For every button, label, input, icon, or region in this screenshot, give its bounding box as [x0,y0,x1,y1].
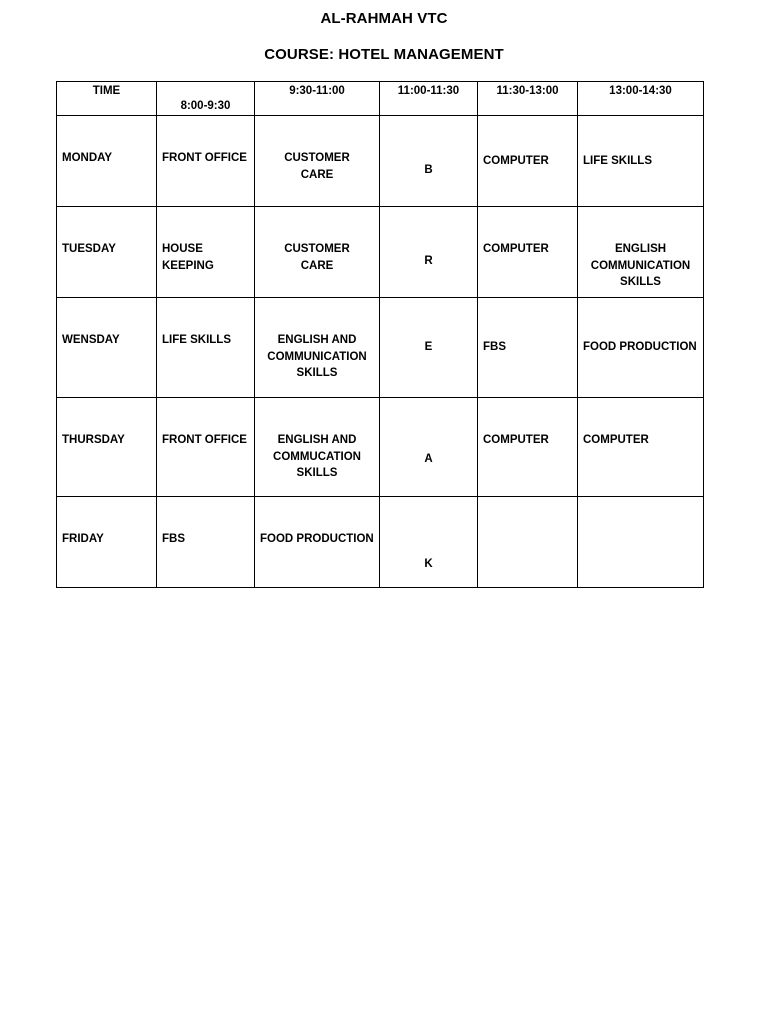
subject-line: CUSTOMER [284,243,350,255]
subject-line: CUSTOMER [284,152,350,164]
subject-cell: COMPUTER [578,398,704,497]
subject-cell [255,398,380,497]
table-row [57,497,704,588]
subject-line: SKILLS [620,276,661,288]
break-letter: K [380,497,478,588]
subject-cell [255,207,380,298]
subject-cell: COMPUTER [478,207,578,298]
subject-cell: FOOD PRODUCTION [255,497,380,588]
subject-line: ENGLISH AND [277,334,357,346]
subject-cell [578,207,704,298]
day-cell: TUESDAY [57,207,157,298]
empty-cell [478,497,578,588]
subject-cell: FBS [157,497,255,588]
subject-cell: LIFE SKILLS [578,116,704,207]
break-letter: E [380,298,478,398]
subject-cell: FRONT OFFICE [157,398,255,497]
subject-line: KEEPING [162,259,214,272]
subject-cell [255,298,380,398]
subject-cell: FOOD PRODUCTION [578,298,704,398]
table-row [57,116,704,207]
subject-cell [157,207,255,298]
header-row [57,82,704,116]
subject-line: HOUSE [162,243,203,255]
empty-cell [578,497,704,588]
course-subtitle: COURSE: HOTEL MANAGEMENT [264,46,504,63]
column-header-time: TIME [57,82,157,116]
subject-line: CARE [300,168,334,181]
subject-line: CARE [300,259,334,272]
day-cell: THURSDAY [57,398,157,497]
subject-cell: LIFE SKILLS [157,298,255,398]
subject-line: COMMUNICATION [590,259,691,272]
subject-cell: COMPUTER [478,116,578,207]
column-header-break: 11:00-11:30 [380,82,478,116]
column-header-slot-3: 11:30-13:00 [478,82,578,116]
subject-line: ENGLISH [614,243,667,255]
subject-line: ENGLISH AND [277,434,357,446]
column-header-slot-4: 13:00-14:30 [578,82,704,116]
break-letter: B [380,116,478,207]
page-title: AL-RAHMAH VTC [320,10,448,27]
day-cell: FRIDAY [57,497,157,588]
table-row [57,298,704,398]
subject-line: SKILLS [296,367,338,379]
subject-line: COMMUCATION [273,450,361,463]
timetable [56,81,704,588]
break-letter: R [380,207,478,298]
subject-line: SKILLS [296,467,338,479]
table-row [57,398,704,497]
subject-cell [255,116,380,207]
subject-line: COMMUNICATION [267,350,367,363]
column-header-slot-2: 9:30-11:00 [255,82,380,116]
day-cell: WENSDAY [57,298,157,398]
column-header-slot-1: 8:00-9:30 [157,82,255,116]
subject-cell: COMPUTER [478,398,578,497]
day-cell: MONDAY [57,116,157,207]
break-letter: A [380,398,478,497]
subject-cell: FRONT OFFICE [157,116,255,207]
subject-cell: FBS [478,298,578,398]
table-row [57,207,704,298]
